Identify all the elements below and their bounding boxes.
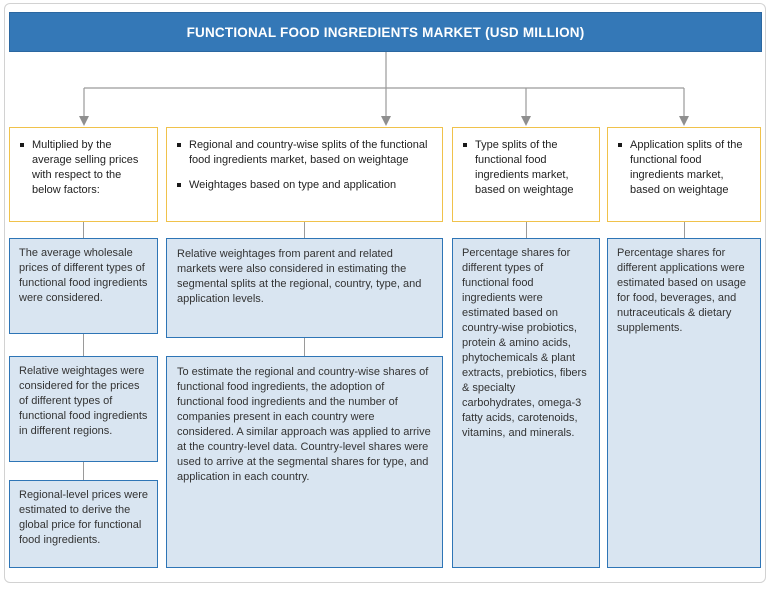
bullet-icon (177, 143, 181, 147)
bullet-icon (618, 143, 622, 147)
criteria-box-regional-splits (166, 127, 443, 222)
bullet-icon (463, 143, 467, 147)
connector-line (304, 222, 305, 238)
note-box: Regional-level prices were estimated to derive the global price for functional food ingredients. (9, 480, 158, 568)
criteria-text: Regional and country-wise splits of the functional food ingredients market, based on weightage (189, 139, 428, 166)
criteria-text: Weightages based on type and application (189, 179, 397, 191)
criteria-text: Multiplied by the average selling prices with respect to the below factors: (32, 139, 139, 196)
connector-line (526, 222, 527, 238)
connector-line (83, 222, 84, 238)
connector-line (304, 338, 305, 356)
criteria-item (463, 138, 591, 198)
diagram-title-bar (9, 12, 762, 52)
connector-line (684, 222, 685, 238)
criteria-text: Application splits of the functional food ingredients market, based on weightage (630, 139, 743, 196)
criteria-box-pricing (9, 127, 158, 222)
criteria-item (618, 138, 752, 198)
note-box: Percentage shares for different types of functional food ingredients were estimated based on country-wise probiotics, protein & amino acids, phytochemicals & plant extracts, prebiotics, fibers & specialty carbohydrates, omega-3 fatty acids, carotenoids, vitamins, and minerals. (452, 238, 600, 568)
criteria-item (20, 138, 149, 198)
criteria-text: Type splits of the functional food ingredients market, based on weightage (475, 139, 574, 196)
criteria-item (177, 138, 434, 168)
bullet-icon (20, 143, 24, 147)
criteria-box-type-splits (452, 127, 600, 222)
connector-line (83, 334, 84, 356)
bullet-icon (177, 183, 181, 187)
connector-line (83, 462, 84, 480)
criteria-box-application-splits (607, 127, 761, 222)
diagram-title: FUNCTIONAL FOOD INGREDIENTS MARKET (USD MILLION) (186, 24, 585, 40)
note-box: Percentage shares for different applications were estimated based on usage for food, beverages, and nutraceuticals & dietary supplements. (607, 238, 761, 568)
note-box: Relative weightages were considered for the prices of different types of functional food ingredients in different regions. (9, 356, 158, 462)
criteria-item (177, 178, 434, 193)
note-box: The average wholesale prices of different types of functional food ingredients were considered. (9, 238, 158, 334)
note-box: Relative weightages from parent and related markets were also considered in estimating the segmental splits at the regional, country, type, and application levels. (166, 238, 443, 338)
note-box: To estimate the regional and country-wise shares of functional food ingredients, the adoption of functional food ingredients and the number of companies present in each country were considered. A similar approach was applied to arrive at the country-level data. Country-level shares were used to arrive at the segmental shares for type, and application in each country. (166, 356, 443, 568)
